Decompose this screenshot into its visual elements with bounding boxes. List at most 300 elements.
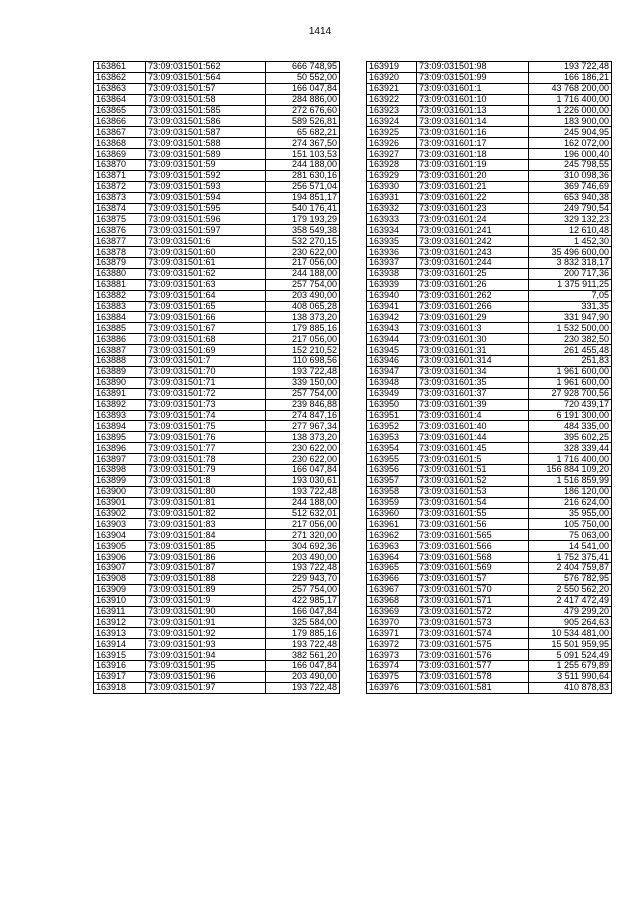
cadastral-number-cell: 73:09:031601:243: [417, 247, 529, 258]
row-number-cell: 163919: [367, 62, 417, 73]
table-row: [94, 671, 340, 682]
row-number-cell: 163905: [94, 541, 146, 552]
table-row: [94, 214, 340, 225]
row-number-cell: 163876: [94, 225, 146, 236]
cadastral-number-cell: 73:09:031601:55: [417, 508, 529, 519]
row-number-cell: 163877: [94, 236, 146, 247]
cadastral-number-cell: 73:09:031501:64: [146, 290, 266, 301]
cadastral-value-cell: 244 188,00: [266, 160, 340, 171]
table-row: [94, 573, 340, 584]
cadastral-value-cell: 10 534 481,00: [529, 628, 612, 639]
cadastral-number-cell: 73:09:031501:87: [146, 562, 266, 573]
table-row: [367, 192, 612, 203]
table-row: [367, 334, 612, 345]
table-row: [94, 486, 340, 497]
table-row: [94, 660, 340, 671]
table-row: [367, 83, 612, 94]
row-number-cell: 163975: [367, 671, 417, 682]
cadastral-number-cell: 73:09:031501:592: [146, 170, 266, 181]
row-number-cell: 163885: [94, 323, 146, 334]
row-number-cell: 163962: [367, 530, 417, 541]
row-number-cell: 163872: [94, 181, 146, 192]
table-row: [367, 573, 612, 584]
cadastral-value-cell: 230 622,00: [266, 454, 340, 465]
row-number-cell: 163867: [94, 127, 146, 138]
cadastral-value-cell: 217 056,00: [266, 334, 340, 345]
cadastral-number-cell: 73:09:031501:92: [146, 628, 266, 639]
cadastral-value-cell: 256 571,04: [266, 181, 340, 192]
cadastral-number-cell: 73:09:031501:91: [146, 617, 266, 628]
cadastral-number-cell: 73:09:031601:566: [417, 541, 529, 552]
cadastral-number-cell: 73:09:031601:572: [417, 606, 529, 617]
cadastral-number-cell: 73:09:031601:569: [417, 562, 529, 573]
row-number-cell: 163955: [367, 454, 417, 465]
table-row: [367, 541, 612, 552]
cadastral-number-cell: 73:09:031501:7: [146, 356, 266, 367]
table-row: [367, 149, 612, 160]
row-number-cell: 163945: [367, 345, 417, 356]
table-row: [367, 312, 612, 323]
row-number-cell: 163906: [94, 552, 146, 563]
table-row: [367, 366, 612, 377]
cadastral-number-cell: 73:09:031501:562: [146, 62, 266, 73]
register-table-right: [366, 61, 612, 694]
cadastral-value-cell: 261 455,48: [529, 345, 612, 356]
cadastral-value-cell: 194 851,17: [266, 192, 340, 203]
row-number-cell: 163972: [367, 639, 417, 650]
table-row: [367, 410, 612, 421]
table-row: [94, 399, 340, 410]
table-row: [367, 203, 612, 214]
cadastral-value-cell: 152 210,52: [266, 345, 340, 356]
table-row: [367, 671, 612, 682]
cadastral-number-cell: 73:09:031501:71: [146, 377, 266, 388]
table-row: [367, 258, 612, 269]
table-row: [94, 552, 340, 563]
cadastral-value-cell: 2 404 759,87: [529, 562, 612, 573]
table-row: [367, 606, 612, 617]
row-number-cell: 163939: [367, 279, 417, 290]
row-number-cell: 163916: [94, 660, 146, 671]
cadastral-value-cell: 244 188,00: [266, 497, 340, 508]
table-row: [367, 508, 612, 519]
cadastral-value-cell: 183 900,00: [529, 116, 612, 127]
cadastral-value-cell: 179 193,29: [266, 214, 340, 225]
table-row: [367, 356, 612, 367]
cadastral-value-cell: 408 065,28: [266, 301, 340, 312]
table-row: [367, 486, 612, 497]
cadastral-number-cell: 73:09:031601:573: [417, 617, 529, 628]
row-number-cell: 163866: [94, 116, 146, 127]
row-number-cell: 163904: [94, 530, 146, 541]
row-number-cell: 163976: [367, 682, 417, 693]
cadastral-number-cell: 73:09:031501:594: [146, 192, 266, 203]
cadastral-number-cell: 73:09:031601:25: [417, 268, 529, 279]
cadastral-number-cell: 73:09:031501:67: [146, 323, 266, 334]
cadastral-value-cell: 1 255 679,89: [529, 660, 612, 671]
cadastral-number-cell: 73:09:031501:82: [146, 508, 266, 519]
cadastral-value-cell: 272 676,60: [266, 105, 340, 116]
cadastral-value-cell: 14 541,00: [529, 541, 612, 552]
cadastral-number-cell: 73:09:031601:575: [417, 639, 529, 650]
cadastral-number-cell: 73:09:031601:577: [417, 660, 529, 671]
cadastral-number-cell: 73:09:031501:73: [146, 399, 266, 410]
table-row: [367, 236, 612, 247]
row-number-cell: 163946: [367, 356, 417, 367]
row-number-cell: 163903: [94, 519, 146, 530]
cadastral-number-cell: 73:09:031501:94: [146, 650, 266, 661]
cadastral-value-cell: 105 750,00: [529, 519, 612, 530]
cadastral-number-cell: 73:09:031601:570: [417, 584, 529, 595]
row-number-cell: 163911: [94, 606, 146, 617]
cadastral-number-cell: 73:09:031601:53: [417, 486, 529, 497]
row-number-cell: 163880: [94, 268, 146, 279]
row-number-cell: 163910: [94, 595, 146, 606]
cadastral-value-cell: 27 928 700,56: [529, 388, 612, 399]
table-row: [367, 268, 612, 279]
row-number-cell: 163908: [94, 573, 146, 584]
row-number-cell: 163931: [367, 192, 417, 203]
cadastral-value-cell: 576 782,95: [529, 573, 612, 584]
row-number-cell: 163892: [94, 399, 146, 410]
cadastral-value-cell: 1 516 859,99: [529, 475, 612, 486]
row-number-cell: 163961: [367, 519, 417, 530]
cadastral-value-cell: 310 098,36: [529, 170, 612, 181]
cadastral-number-cell: 73:09:031501:62: [146, 268, 266, 279]
row-number-cell: 163900: [94, 486, 146, 497]
cadastral-value-cell: 1 375 911,25: [529, 279, 612, 290]
table-body: [94, 62, 340, 694]
table-row: [94, 138, 340, 149]
table-row: [367, 628, 612, 639]
cadastral-value-cell: 1 961 600,00: [529, 366, 612, 377]
table-row: [367, 127, 612, 138]
table-row: [94, 497, 340, 508]
row-number-cell: 163925: [367, 127, 417, 138]
table-row: [367, 464, 612, 475]
row-number-cell: 163902: [94, 508, 146, 519]
cadastral-number-cell: 73:09:031501:79: [146, 464, 266, 475]
cadastral-value-cell: 229 943,70: [266, 573, 340, 584]
cadastral-value-cell: 138 373,20: [266, 312, 340, 323]
cadastral-number-cell: 73:09:031501:597: [146, 225, 266, 236]
row-number-cell: 163947: [367, 366, 417, 377]
cadastral-number-cell: 73:09:031501:96: [146, 671, 266, 682]
cadastral-value-cell: 2 417 472,49: [529, 595, 612, 606]
cadastral-value-cell: 720 439,17: [529, 399, 612, 410]
cadastral-value-cell: 328 339,44: [529, 443, 612, 454]
row-number-cell: 163932: [367, 203, 417, 214]
cadastral-number-cell: 73:09:031501:57: [146, 83, 266, 94]
cadastral-value-cell: 382 561,20: [266, 650, 340, 661]
row-number-cell: 163909: [94, 584, 146, 595]
row-number-cell: 163897: [94, 454, 146, 465]
cadastral-value-cell: 50 552,00: [266, 72, 340, 83]
table-row: [94, 464, 340, 475]
cadastral-value-cell: 196 000,40: [529, 149, 612, 160]
table-row: [94, 432, 340, 443]
cadastral-number-cell: 73:09:031601:35: [417, 377, 529, 388]
cadastral-value-cell: 325 584,00: [266, 617, 340, 628]
cadastral-number-cell: 73:09:031501:86: [146, 552, 266, 563]
cadastral-value-cell: 193 722,48: [529, 62, 612, 73]
table-body: [367, 62, 612, 694]
table-row: [94, 258, 340, 269]
cadastral-number-cell: 73:09:031501:93: [146, 639, 266, 650]
cadastral-value-cell: 484 335,00: [529, 421, 612, 432]
cadastral-number-cell: 73:09:031601:26: [417, 279, 529, 290]
row-number-cell: 163969: [367, 606, 417, 617]
cadastral-number-cell: 73:09:031601:40: [417, 421, 529, 432]
cadastral-value-cell: 512 632,01: [266, 508, 340, 519]
cadastral-number-cell: 73:09:031501:593: [146, 181, 266, 192]
cadastral-number-cell: 73:09:031601:574: [417, 628, 529, 639]
cadastral-number-cell: 73:09:031501:80: [146, 486, 266, 497]
table-row: [367, 530, 612, 541]
row-number-cell: 163868: [94, 138, 146, 149]
row-number-cell: 163967: [367, 584, 417, 595]
cadastral-number-cell: 73:09:031601:24: [417, 214, 529, 225]
table-row: [94, 127, 340, 138]
row-number-cell: 163901: [94, 497, 146, 508]
row-number-cell: 163952: [367, 421, 417, 432]
row-number-cell: 163943: [367, 323, 417, 334]
register-table-left: [93, 61, 340, 694]
cadastral-number-cell: 73:09:031601:244: [417, 258, 529, 269]
cadastral-value-cell: 304 692,36: [266, 541, 340, 552]
cadastral-number-cell: 73:09:031601:52: [417, 475, 529, 486]
row-number-cell: 163865: [94, 105, 146, 116]
table-row: [94, 94, 340, 105]
cadastral-value-cell: 540 176,41: [266, 203, 340, 214]
row-number-cell: 163896: [94, 443, 146, 454]
cadastral-number-cell: 73:09:031501:77: [146, 443, 266, 454]
table-row: [94, 279, 340, 290]
cadastral-number-cell: 73:09:031601:16: [417, 127, 529, 138]
row-number-cell: 163863: [94, 83, 146, 94]
cadastral-value-cell: 245 798,55: [529, 160, 612, 171]
cadastral-number-cell: 73:09:031601:21: [417, 181, 529, 192]
table-row: [94, 225, 340, 236]
table-row: [94, 421, 340, 432]
table-row: [94, 345, 340, 356]
cadastral-number-cell: 73:09:031501:95: [146, 660, 266, 671]
table-row: [367, 247, 612, 258]
table-row: [94, 149, 340, 160]
cadastral-value-cell: 193 722,48: [266, 486, 340, 497]
cadastral-number-cell: 73:09:031601:17: [417, 138, 529, 149]
table-row: [367, 475, 612, 486]
row-number-cell: 163964: [367, 552, 417, 563]
row-number-cell: 163898: [94, 464, 146, 475]
table-row: [367, 421, 612, 432]
cadastral-value-cell: 156 884 109,20: [529, 464, 612, 475]
table-row: [367, 377, 612, 388]
cadastral-value-cell: 331,35: [529, 301, 612, 312]
cadastral-value-cell: 203 490,00: [266, 290, 340, 301]
cadastral-value-cell: 1 226 000,00: [529, 105, 612, 116]
row-number-cell: 163921: [367, 83, 417, 94]
row-number-cell: 163890: [94, 377, 146, 388]
table-row: [94, 323, 340, 334]
row-number-cell: 163878: [94, 247, 146, 258]
cadastral-value-cell: 166 186,21: [529, 72, 612, 83]
cadastral-number-cell: 73:09:031601:56: [417, 519, 529, 530]
cadastral-value-cell: 3 832 318,17: [529, 258, 612, 269]
table-row: [367, 443, 612, 454]
cadastral-number-cell: 73:09:031601:3: [417, 323, 529, 334]
row-number-cell: 163920: [367, 72, 417, 83]
row-number-cell: 163926: [367, 138, 417, 149]
cadastral-value-cell: 166 047,84: [266, 606, 340, 617]
table-row: [367, 323, 612, 334]
cadastral-value-cell: 479 299,20: [529, 606, 612, 617]
row-number-cell: 163870: [94, 160, 146, 171]
cadastral-number-cell: 73:09:031601:31: [417, 345, 529, 356]
table-row: [94, 334, 340, 345]
row-number-cell: 163960: [367, 508, 417, 519]
table-row: [367, 181, 612, 192]
table-row: [94, 290, 340, 301]
row-number-cell: 163933: [367, 214, 417, 225]
cadastral-number-cell: 73:09:031501:595: [146, 203, 266, 214]
cadastral-value-cell: 35 496 600,00: [529, 247, 612, 258]
cadastral-number-cell: 73:09:031601:34: [417, 366, 529, 377]
cadastral-number-cell: 73:09:031501:69: [146, 345, 266, 356]
table-row: [367, 72, 612, 83]
cadastral-value-cell: 239 846,88: [266, 399, 340, 410]
table-row: [367, 650, 612, 661]
row-number-cell: 163935: [367, 236, 417, 247]
table-row: [367, 94, 612, 105]
cadastral-value-cell: 339 150,00: [266, 377, 340, 388]
cadastral-number-cell: 73:09:031501:58: [146, 94, 266, 105]
row-number-cell: 163942: [367, 312, 417, 323]
cadastral-value-cell: 1 532 500,00: [529, 323, 612, 334]
table-row: [94, 628, 340, 639]
cadastral-number-cell: 73:09:031601:241: [417, 225, 529, 236]
table-row: [94, 301, 340, 312]
table-row: [94, 160, 340, 171]
cadastral-value-cell: 245 904,95: [529, 127, 612, 138]
cadastral-value-cell: 257 754,00: [266, 584, 340, 595]
cadastral-value-cell: 395 602,25: [529, 432, 612, 443]
cadastral-number-cell: 73:09:031601:266: [417, 301, 529, 312]
cadastral-number-cell: 73:09:031501:84: [146, 530, 266, 541]
cadastral-value-cell: 905 264,63: [529, 617, 612, 628]
table-row: [94, 170, 340, 181]
cadastral-number-cell: 73:09:031501:59: [146, 160, 266, 171]
row-number-cell: 163950: [367, 399, 417, 410]
cadastral-value-cell: 203 490,00: [266, 552, 340, 563]
cadastral-value-cell: 166 047,84: [266, 464, 340, 475]
row-number-cell: 163891: [94, 388, 146, 399]
cadastral-number-cell: 73:09:031501:586: [146, 116, 266, 127]
cadastral-value-cell: 532 270,15: [266, 236, 340, 247]
cadastral-value-cell: 162 072,00: [529, 138, 612, 149]
cadastral-value-cell: 193 722,48: [266, 682, 340, 693]
table-row: [367, 290, 612, 301]
table-row: [94, 192, 340, 203]
table-row: [367, 105, 612, 116]
table-row: [94, 366, 340, 377]
row-number-cell: 163875: [94, 214, 146, 225]
cadastral-value-cell: 274 367,50: [266, 138, 340, 149]
row-number-cell: 163889: [94, 366, 146, 377]
cadastral-number-cell: 73:09:031601:13: [417, 105, 529, 116]
cadastral-value-cell: 43 768 200,00: [529, 83, 612, 94]
cadastral-number-cell: 73:09:031501:99: [417, 72, 529, 83]
row-number-cell: 163861: [94, 62, 146, 73]
table-row: [94, 83, 340, 94]
cadastral-number-cell: 73:09:031601:1: [417, 83, 529, 94]
cadastral-number-cell: 73:09:031601:314: [417, 356, 529, 367]
row-number-cell: 163879: [94, 258, 146, 269]
table-row: [94, 475, 340, 486]
table-row: [94, 595, 340, 606]
cadastral-number-cell: 73:09:031601:568: [417, 552, 529, 563]
table-row: [367, 62, 612, 73]
table-row: [367, 454, 612, 465]
cadastral-value-cell: 65 682,21: [266, 127, 340, 138]
page-number: 1414: [308, 26, 332, 37]
cadastral-value-cell: 244 188,00: [266, 268, 340, 279]
table-row: [94, 584, 340, 595]
cadastral-value-cell: 151 103,53: [266, 149, 340, 160]
cadastral-number-cell: 73:09:031601:45: [417, 443, 529, 454]
cadastral-number-cell: 73:09:031501:8: [146, 475, 266, 486]
cadastral-number-cell: 73:09:031601:20: [417, 170, 529, 181]
row-number-cell: 163927: [367, 149, 417, 160]
row-number-cell: 163884: [94, 312, 146, 323]
cadastral-number-cell: 73:09:031601:57: [417, 573, 529, 584]
cadastral-number-cell: 73:09:031601:37: [417, 388, 529, 399]
cadastral-value-cell: 186 120,00: [529, 486, 612, 497]
table-row: [94, 454, 340, 465]
table-row: [367, 497, 612, 508]
row-number-cell: 163973: [367, 650, 417, 661]
row-number-cell: 163899: [94, 475, 146, 486]
cadastral-value-cell: 12 610,48: [529, 225, 612, 236]
cadastral-value-cell: 203 490,00: [266, 671, 340, 682]
row-number-cell: 163938: [367, 268, 417, 279]
cadastral-number-cell: 73:09:031501:6: [146, 236, 266, 247]
table-row: [94, 247, 340, 258]
table-row: [367, 562, 612, 573]
table-row: [367, 584, 612, 595]
cadastral-number-cell: 73:09:031501:564: [146, 72, 266, 83]
table-row: [94, 410, 340, 421]
cadastral-value-cell: 230 622,00: [266, 443, 340, 454]
row-number-cell: 163886: [94, 334, 146, 345]
row-number-cell: 163963: [367, 541, 417, 552]
cadastral-number-cell: 73:09:031601:30: [417, 334, 529, 345]
cadastral-number-cell: 73:09:031501:98: [417, 62, 529, 73]
table-row: [367, 214, 612, 225]
cadastral-number-cell: 73:09:031501:9: [146, 595, 266, 606]
table-row: [94, 116, 340, 127]
cadastral-value-cell: 75 063,00: [529, 530, 612, 541]
cadastral-number-cell: 73:09:031501:75: [146, 421, 266, 432]
cadastral-value-cell: 271 320,00: [266, 530, 340, 541]
row-number-cell: 163864: [94, 94, 146, 105]
cadastral-value-cell: 193 722,48: [266, 639, 340, 650]
cadastral-value-cell: 217 056,00: [266, 519, 340, 530]
cadastral-value-cell: 331 947,90: [529, 312, 612, 323]
row-number-cell: 163936: [367, 247, 417, 258]
cadastral-value-cell: 358 549,38: [266, 225, 340, 236]
cadastral-number-cell: 73:09:031601:23: [417, 203, 529, 214]
